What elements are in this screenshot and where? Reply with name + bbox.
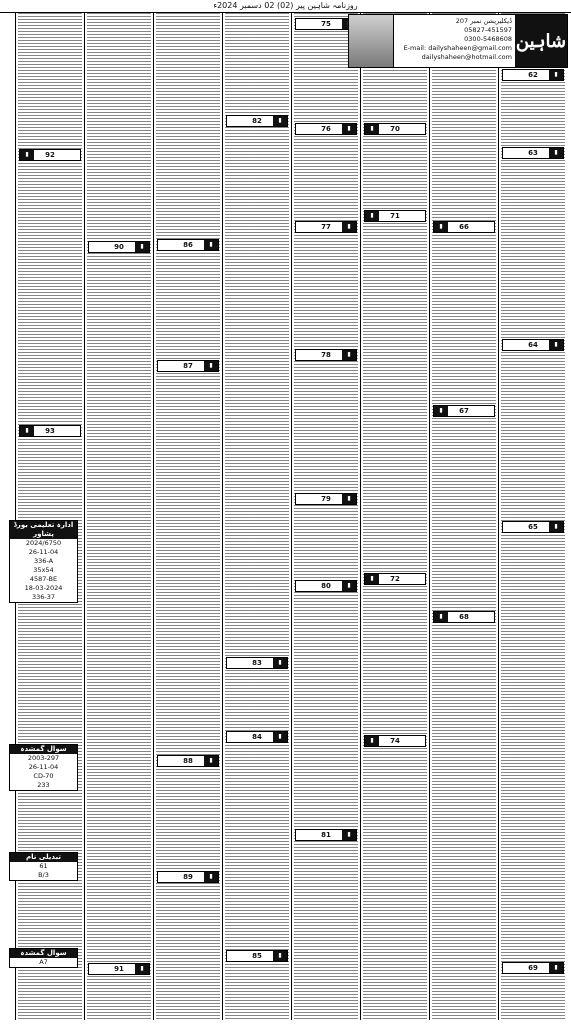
notice-tag: ▮ [434,222,448,232]
notice-header: ▮ 71 [364,210,426,222]
notice-header: ▮ 90 [88,241,150,253]
column-text-block [87,13,151,1020]
column-text-block [294,13,358,1020]
newspaper-masthead [348,14,568,68]
notice-tag: ▮ [365,211,379,221]
column-text-block [363,13,427,1020]
notice-tag: ▮ [342,581,356,591]
notice-tag: ▮ [434,612,448,622]
notice-header: ▮ 76 [295,123,357,135]
column-text-block [156,13,220,1020]
sidebar-notice-box [9,520,78,603]
notice-tag: ▮ [549,148,563,158]
notice-tag: ▮ [342,830,356,840]
notice-header: ▮ 93 [19,425,81,437]
notice-header: ▮ 67 [433,405,495,417]
notice-header: ▮ 68 [433,611,495,623]
newspaper-date-header: روزنامہ شاہین پیر (02) 02 دسمبر 2024ء [0,0,571,13]
notice-tag: ▮ [365,736,379,746]
notice-header: ▮ 65 [502,521,564,533]
sidebar-box-line: 61 [39,862,48,870]
column-6 [153,13,222,1020]
sidebar-box-title: تبدیلی نام [10,853,77,862]
column-1 [498,13,567,1020]
masthead-building-photo [349,15,394,67]
masthead-line: dailyshaheen@hotmail.com [421,53,512,61]
sidebar-box-title: ادارہ تعلیمی بورڈ پشاور [10,521,77,539]
notice-tag: ▮ [342,124,356,134]
notice-header: ▮ 63 [502,147,564,159]
notice-tag: ▮ [204,361,218,371]
notice-tag: ▮ [342,350,356,360]
notice-header: ▮ 74 [364,735,426,747]
masthead-line: 0300-5468608 [464,35,512,43]
notice-header: ▮ 64 [502,339,564,351]
column-text-block [501,13,565,1020]
notice-header: ▮ 66 [433,221,495,233]
notice-tag: ▮ [434,406,448,416]
notice-tag: ▮ [204,756,218,766]
sidebar-box-line: 336-A [33,557,54,565]
sidebar-box-line: 2024/6750 [25,539,62,547]
notice-header: ▮ 84 [226,731,288,743]
masthead-line: ڈیکلیریشن نمبر 207 [455,17,512,25]
notice-header: ▮ 77 [295,221,357,233]
sidebar-box-line: 26-11-04 [28,548,59,556]
notice-header: 75 [295,18,357,30]
column-3 [360,13,429,1020]
notice-tag: ▮ [549,522,563,532]
sidebar-notice-box [9,852,78,881]
column-2 [429,13,498,1020]
notice-header: ▮ 78 [295,349,357,361]
notice-tag: ▮ [365,574,379,584]
notice-tag: ▮ [365,124,379,134]
sidebar-box-line: 336-37 [31,593,56,601]
column-text-block [225,13,289,1020]
notice-header: ▮ 83 [226,657,288,669]
column-4 [291,13,360,1020]
sidebar-notice-box [9,744,78,791]
column-5 [222,13,291,1020]
sidebar-box-line: 35x54 [33,566,54,574]
sidebar-box-line: 4587-BE [29,575,58,583]
notice-tag: ▮ [135,242,149,252]
notice-tag: ▮ [20,426,34,436]
notice-header: ▮ 80 [295,580,357,592]
sidebar-box-line: A7 [39,958,48,966]
notice-header: ▮ 89 [157,871,219,883]
notice-tag: ▮ [549,963,563,973]
notice-header: ▮ 69 [502,962,564,974]
sidebar-notice-box [9,948,78,968]
notice-tag: ▮ [204,872,218,882]
notice-tag: ▮ [342,222,356,232]
notice-header: ▮ 62 [502,69,564,81]
notice-tag: ▮ [135,964,149,974]
sidebar-box-line: 26-11-04 [28,763,59,771]
notice-tag: ▮ [342,494,356,504]
masthead-line: E-mail: dailyshaheen@gmail.com [403,44,512,52]
sidebar-box-title: سوال گمشدہ [10,949,77,958]
classified-page [4,13,567,1020]
column-text-block [432,13,496,1020]
notice-tag: ▮ [273,658,287,668]
notice-header: ▮ 81 [295,829,357,841]
notice-header: ▮ 91 [88,963,150,975]
notice-header: ▮ 88 [157,755,219,767]
notice-header: ▮ 86 [157,239,219,251]
notice-header: ▮ 85 [226,950,288,962]
notice-header: ▮ 72 [364,573,426,585]
notice-tag: ▮ [204,240,218,250]
sidebar-box-line: CD-70 [33,772,54,780]
notice-tag: ▮ [549,70,563,80]
sidebar-box-line: 233 [37,781,50,789]
notice-tag: ▮ [273,116,287,126]
newspaper-logo: شاہین [515,15,567,67]
notice-header: ▮ 82 [226,115,288,127]
sidebar-box-line: 2003-297 [27,754,60,762]
notice-tag: ▮ [549,340,563,350]
column-7 [84,13,153,1020]
notice-header: ▮ 92 [19,149,81,161]
sidebar-box-line: 18-03-2024 [24,584,63,592]
masthead-contact-info [394,15,515,67]
notice-header: ▮ 70 [364,123,426,135]
masthead-line: 05827-451597 [464,26,512,34]
notice-tag: ▮ [20,150,34,160]
sidebar-box-line: B/3 [38,871,49,879]
sidebar-box-title: سوال گمشدہ [10,745,77,754]
notice-header: ▮ 87 [157,360,219,372]
notice-tag: ▮ [273,732,287,742]
notice-tag: ▮ [273,951,287,961]
notice-header: ▮ 79 [295,493,357,505]
